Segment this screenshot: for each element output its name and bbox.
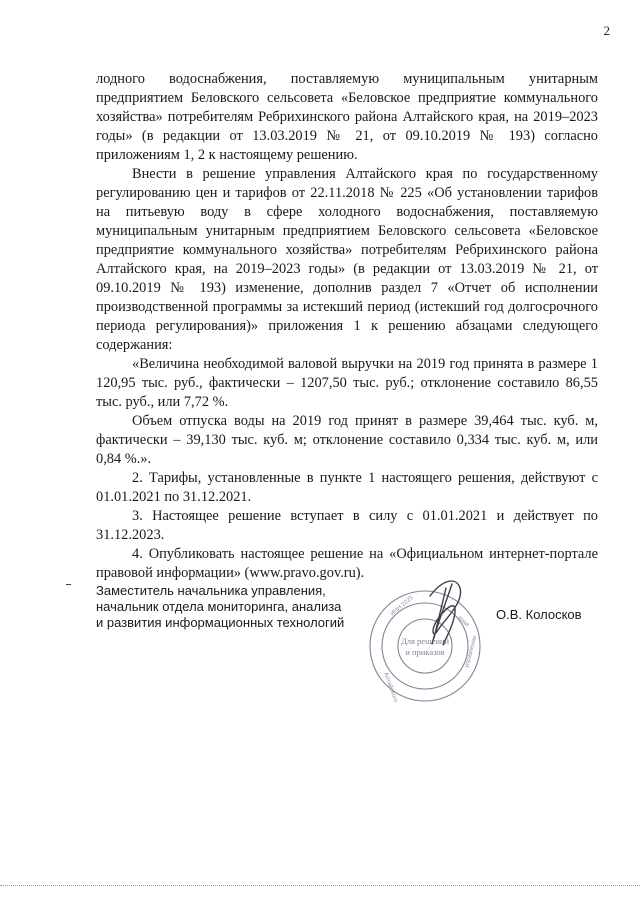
paragraph-amendment: Внести в решение управления Алтайского края по государственному регулированию цен и тарифов от 22.11.2018 № 225 «Об установлении тарифов на питьевую воду в сфере холодного водоснабжения, поставляемую муниципальным унитарным предприятием Беловского сельсовета «Беловское предприятие коммунального хозяйства» потребителям Ребрихинского района Алтайского края, на 2019–2023 годы» (в редакции от 13.03.2019 № 21, от 09.10.2019 № 193) изменение, дополнив раздел 7 «Отчет об исполнении производственной программы за истекший период (истекший год долгосрочного периода регулирования)» приложения 1 к решению абзацами следующего содержания: bbox=[96, 166, 598, 353]
svg-text:края: края bbox=[456, 615, 470, 629]
paragraph-item-3: 3. Настоящее решение вступает в силу с 01.01.2021 и действует по 31.12.2023. bbox=[96, 508, 598, 543]
paragraph-revenue: «Величина необходимой валовой выручки на 2019 год принята в размере 1 120,95 тыс. руб., фактически – 1207,50 тыс. руб.; отклонение составило 86,55 тыс. руб., или 7,72 %. bbox=[96, 356, 598, 410]
position-line: и развития информационных технологий bbox=[96, 615, 345, 630]
signatory-position bbox=[96, 583, 376, 631]
position-line: начальник отдела мониторинга, анализа bbox=[96, 599, 342, 614]
body-text bbox=[96, 70, 598, 583]
paragraph-item-4: 4. Опубликовать настоящее решение на «Официальном интернет-портале правовой информации» (www.pravo.gov.ru). bbox=[96, 546, 598, 581]
paragraph-item-2: 2. Тарифы, установленные в пункте 1 настоящего решения, действуют с 01.01.2021 по 31.12.2021. bbox=[96, 470, 598, 505]
signatory-name: О.В. Колосков bbox=[496, 607, 582, 622]
official-stamp bbox=[360, 578, 490, 708]
paragraph-continuation: лодного водоснабжения, поставляемую муниципальным унитарным предприятием Беловского сельсовета «Беловское предприятие коммунального хозяйства» потребителям Ребрихинского района Алтайского края, на 2019–2023 годы» (в редакции от 13.03.2019 № 21, от 09.10.2019 № 193) согласно приложениям 1, 2 к настоящему решению. bbox=[96, 71, 598, 163]
stamp-center-line: и приказов bbox=[405, 647, 445, 657]
bottom-divider bbox=[0, 885, 640, 886]
svg-text:ИНН 2225: ИНН 2225 bbox=[389, 594, 415, 618]
position-line: Заместитель начальника управления, bbox=[96, 583, 326, 598]
svg-text:Алтайского: Алтайского bbox=[382, 671, 399, 704]
svg-text:управление: управление bbox=[464, 635, 479, 669]
margin-mark bbox=[66, 584, 71, 585]
stamp-center-line: Для решений bbox=[400, 636, 450, 646]
page-number: 2 bbox=[603, 23, 610, 38]
paragraph-water-volume: Объем отпуска воды на 2019 год принят в размере 39,464 тыс. куб. м, фактически – 39,130 тыс. куб. м; отклонение составило 0,334 тыс. куб. м, или 0,84 %.». bbox=[96, 413, 598, 467]
